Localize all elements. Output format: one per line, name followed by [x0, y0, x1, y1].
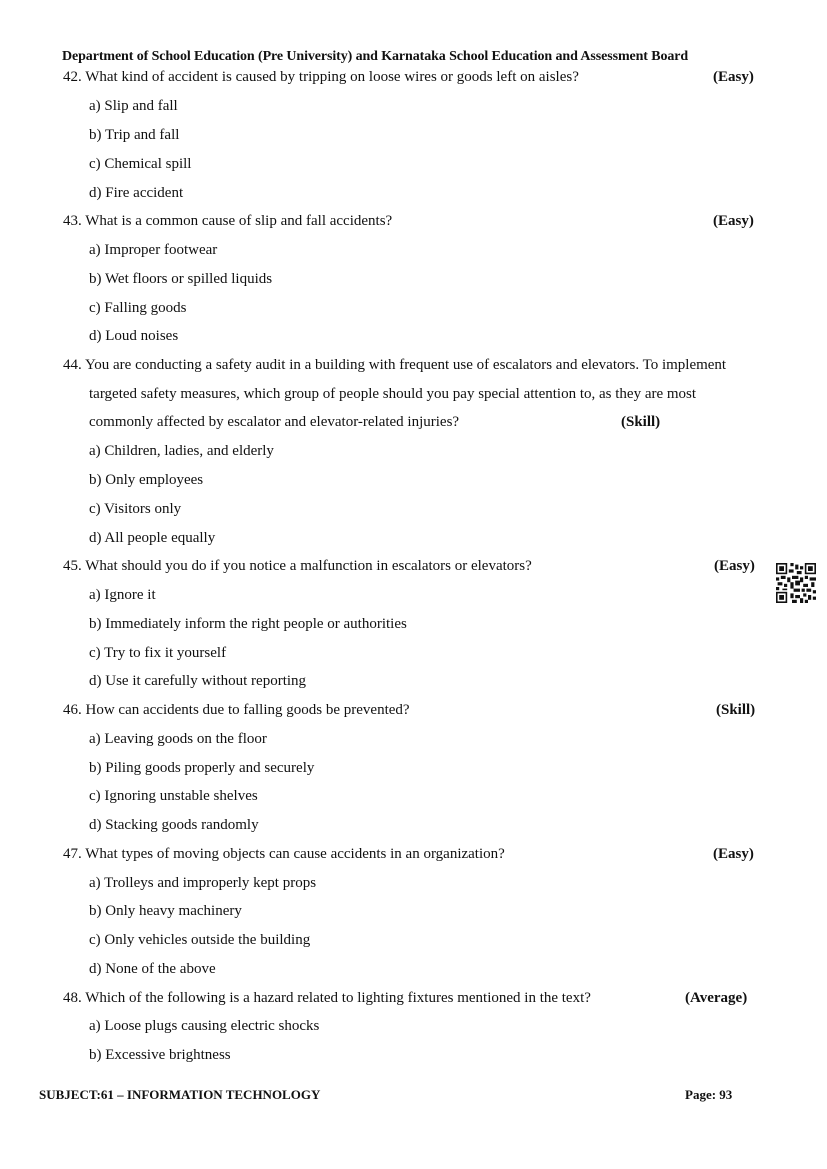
option-46b: b) Piling goods properly and securely	[89, 760, 315, 776]
option-42a: a) Slip and fall	[89, 98, 178, 114]
question-47-level: (Easy)	[713, 846, 754, 862]
option-42c: c) Chemical spill	[89, 156, 192, 172]
option-47a: a) Trolleys and improperly kept props	[89, 875, 317, 891]
question-43-level: (Easy)	[713, 213, 754, 229]
question-44-line2: targeted safety measures, which group of people should you pay special attention to, as they are most	[89, 386, 697, 402]
question-44-line1: 44. You are conducting a safety audit in a building with frequent use of escalators and elevators. To implement	[63, 357, 727, 373]
option-47b: b) Only heavy machinery	[89, 903, 242, 919]
question-46: 46. How can accidents due to falling goods be prevented?	[63, 702, 410, 718]
option-43b: b) Wet floors or spilled liquids	[89, 271, 273, 287]
option-44a: a) Children, ladies, and elderly	[89, 443, 274, 459]
page-header: Department of School Education (Pre University) and Karnataka School Education and Assessment Board	[62, 49, 689, 64]
question-48: 48. Which of the following is a hazard related to lighting fixtures mentioned in the text?	[63, 990, 591, 1006]
option-45c: c) Try to fix it yourself	[89, 645, 227, 661]
question-43: 43. What is a common cause of slip and fall accidents?	[63, 213, 393, 229]
question-45: 45. What should you do if you notice a malfunction in escalators or elevators?	[63, 558, 532, 574]
option-46d: d) Stacking goods randomly	[89, 817, 259, 833]
option-47d: d) None of the above	[89, 961, 216, 977]
option-43c: c) Falling goods	[89, 300, 187, 316]
option-44c: c) Visitors only	[89, 501, 182, 517]
option-44d: d) All people equally	[89, 530, 216, 546]
question-46-level: (Skill)	[716, 702, 756, 718]
question-44-line3: commonly affected by escalator and elevator-related injuries?	[89, 414, 460, 430]
question-44-level: (Skill)	[621, 414, 661, 430]
question-45-level: (Easy)	[714, 558, 755, 574]
footer-page-number: Page: 93	[685, 1087, 733, 1102]
question-42: 42. What kind of accident is caused by tripping on loose wires or goods left on aisles?	[63, 69, 579, 85]
option-47c: c) Only vehicles outside the building	[89, 932, 311, 948]
option-46c: c) Ignoring unstable shelves	[89, 788, 258, 804]
option-42d: d) Fire accident	[89, 185, 184, 201]
option-48b: b) Excessive brightness	[89, 1047, 231, 1063]
option-43d: d) Loud noises	[89, 328, 179, 344]
option-45a: a) Ignore it	[89, 587, 156, 603]
option-46a: a) Leaving goods on the floor	[89, 731, 267, 747]
question-42-level: (Easy)	[713, 69, 754, 85]
footer-subject: SUBJECT:61 – INFORMATION TECHNOLOGY	[39, 1087, 321, 1102]
option-45b: b) Immediately inform the right people or authorities	[89, 616, 407, 632]
option-43a: a) Improper footwear	[89, 242, 218, 258]
option-44b: b) Only employees	[89, 472, 204, 488]
qr-code-icon	[776, 563, 816, 603]
option-48a: a) Loose plugs causing electric shocks	[89, 1018, 320, 1034]
question-48-level: (Average)	[685, 990, 748, 1006]
option-45d: d) Use it carefully without reporting	[89, 673, 307, 689]
question-47: 47. What types of moving objects can cause accidents in an organization?	[63, 846, 505, 862]
option-42b: b) Trip and fall	[89, 127, 180, 143]
